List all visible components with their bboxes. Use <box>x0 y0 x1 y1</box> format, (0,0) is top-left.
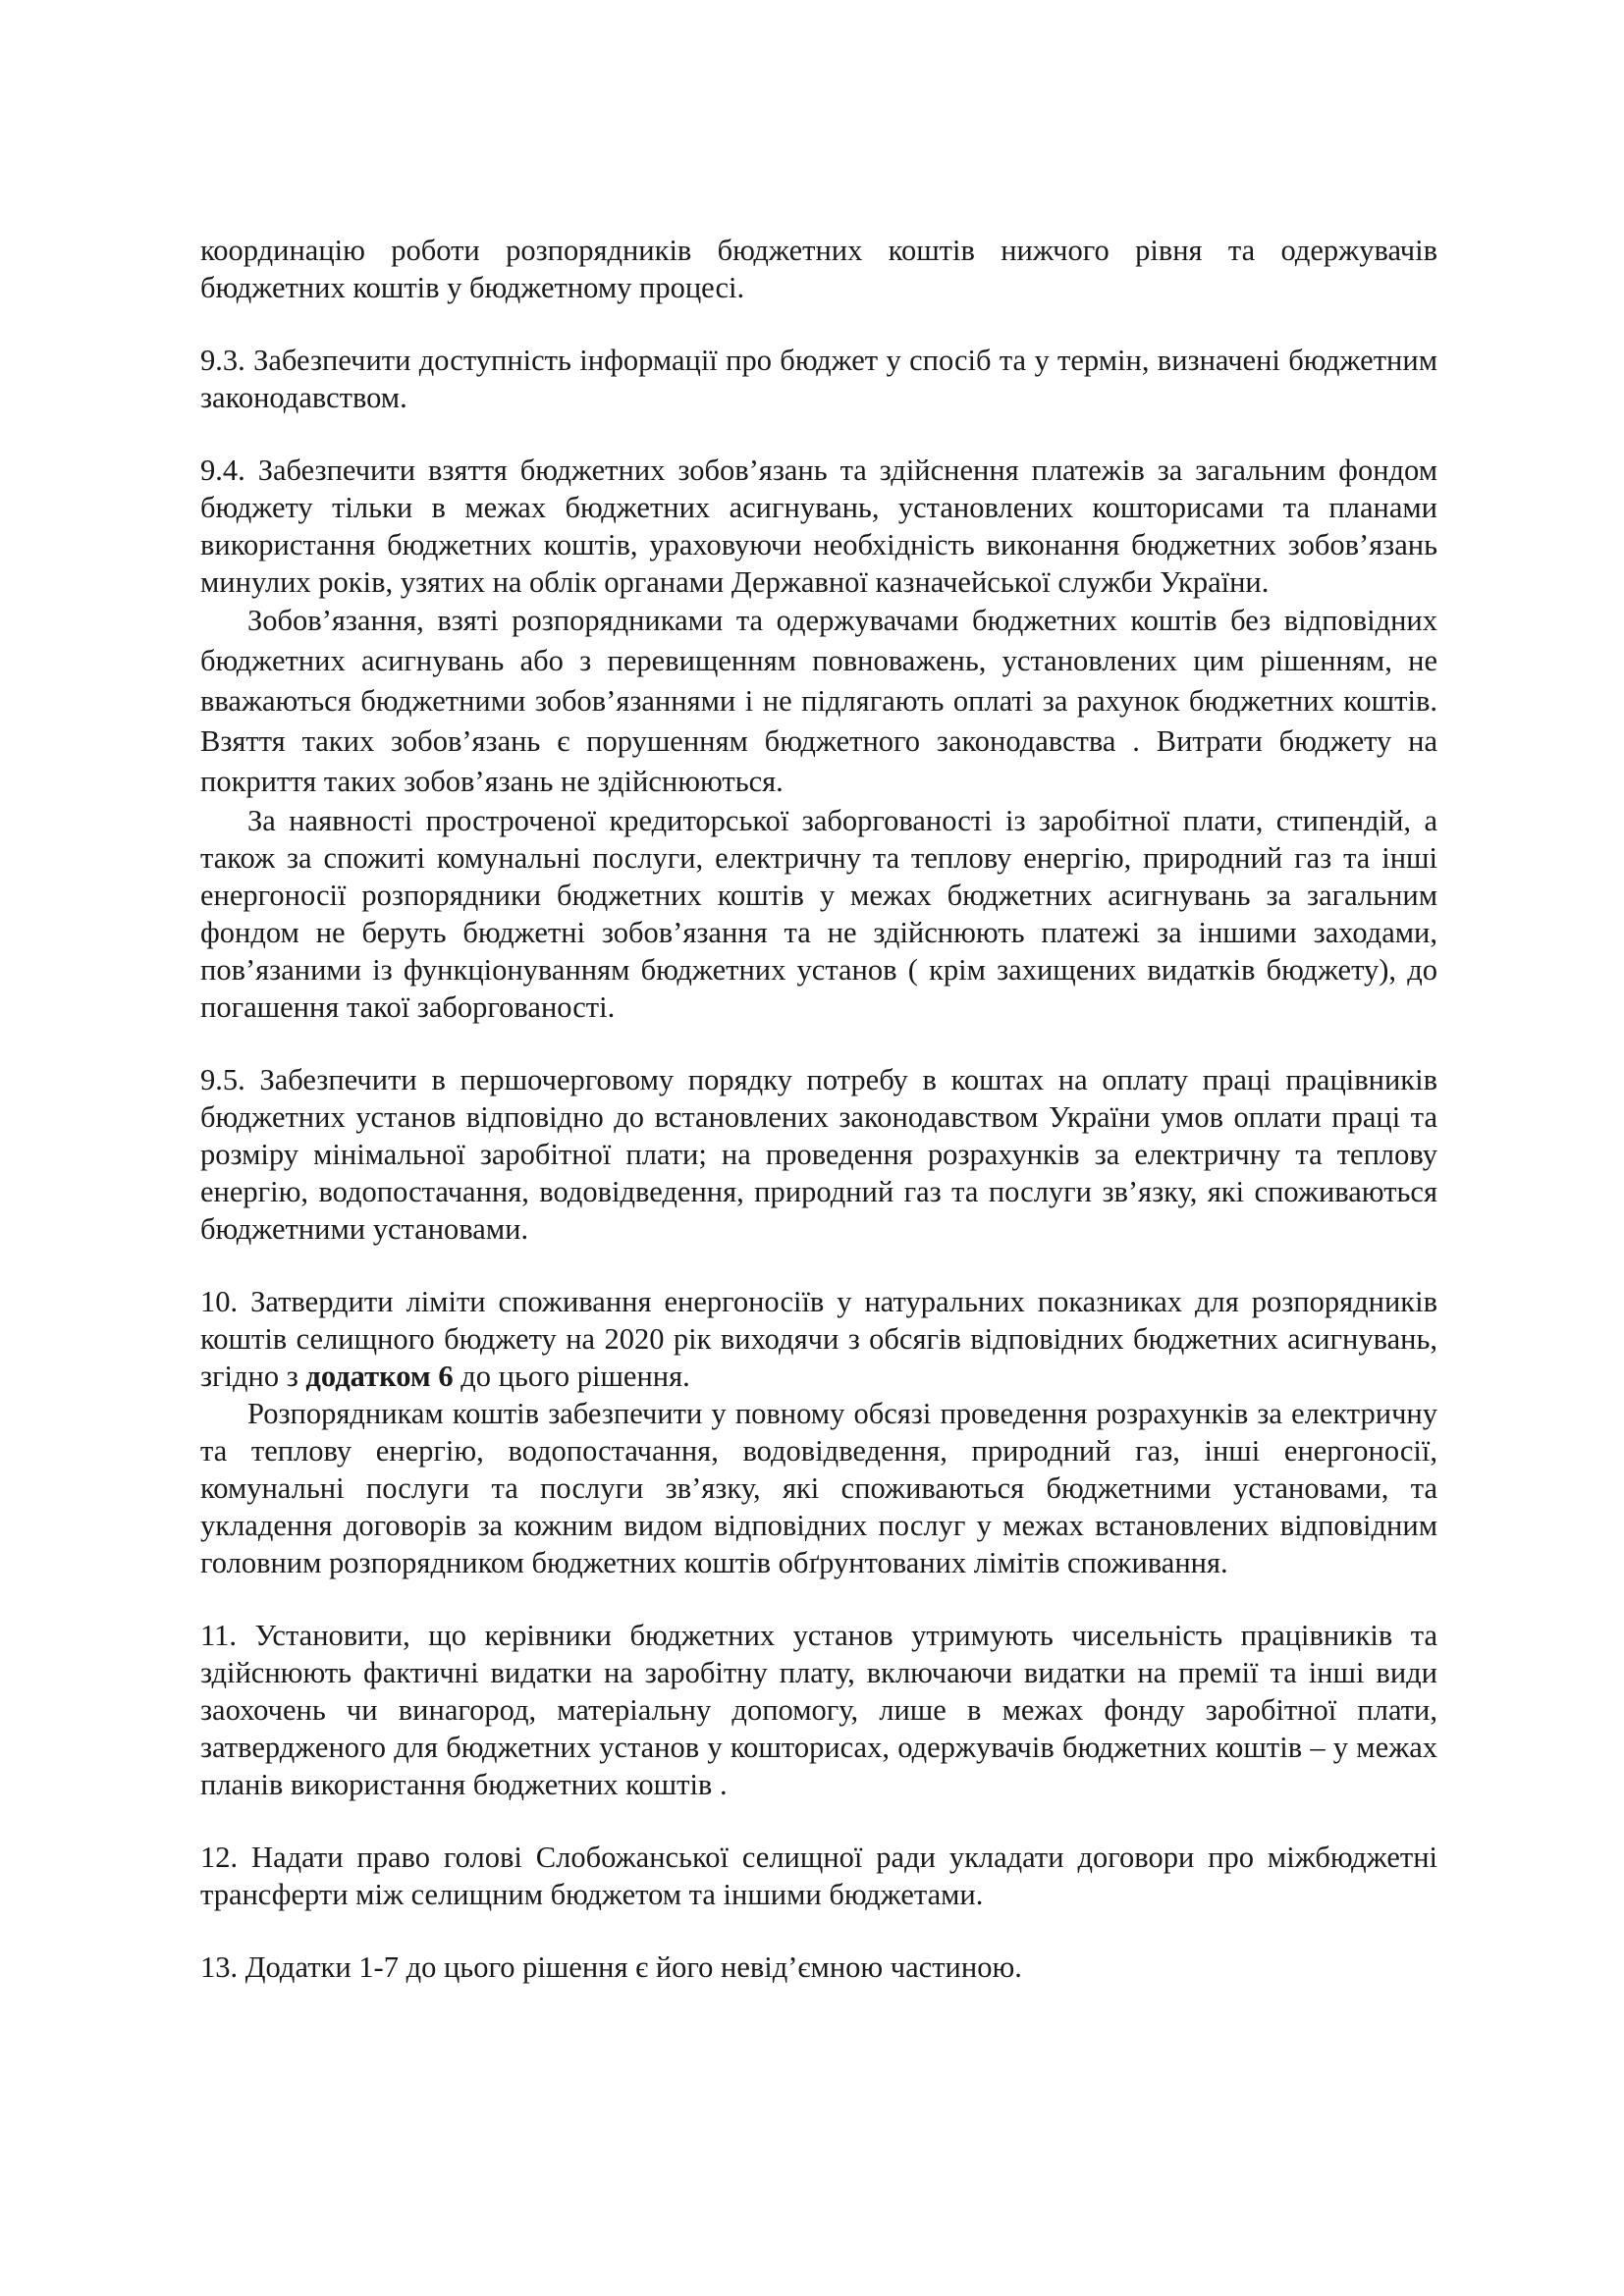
paragraph-9-3: 9.3. Забезпечити доступність інформації про бюджет у спосіб та у термін, визначені бюджетним законодавством. <box>200 344 1437 414</box>
paragraph-9-4-obligations: Зобов’язання, взяті розпорядниками та одержувачами бюджетних коштів без відповідних бюджетних асигнувань або з перевищенням повноважень, установлених цим рішенням, не вважаються бюджетними зобов’язаннями і не підлягають оплаті за рахунок бюджетних коштів. Взяття таких зобов’язань є порушенням бюджетного законодавства . Витрати бюджету на покриття таких зобов’язань не здійснюються. <box>200 604 1437 798</box>
paragraph-10-managers: Розпорядникам коштів забезпечити у повному обсязі проведення розрахунків за електричну та теплову енергію, водопостачання, водовідведення, природний газ, інші енергоносії, комунальні послуги та послуги зв’язку, які споживаються бюджетними установами, та укладення договорів за кожним видом відповідних послуг у межах встановлених відповідним головним розпорядником бюджетних коштів обґрунтованих лімітів споживання. <box>200 1397 1437 1579</box>
clause-11 <box>200 1617 1437 1803</box>
clause-9-4 <box>200 452 1437 1026</box>
appendix-6-reference: додатком 6 <box>305 1360 454 1393</box>
paragraph-9-5: 9.5. Забезпечити в першочерговому порядку потребу в коштах на оплату праці працівників бюджетних установ відповідно до встановлених законодавством України умов оплати праці та розміру мінімальної заробітної плати; на проведення розрахунків за електричну та теплову енергію, водопостачання, водовідведення, природний газ та послуги зв’язку, які споживаються бюджетними установами. <box>200 1063 1437 1246</box>
document-page <box>200 232 1437 2021</box>
paragraph-13: 13. Додатки 1-7 до цього рішення є його невід’ємною частиною. <box>200 1950 1022 1984</box>
continuation-block <box>200 232 1437 306</box>
clause-10 <box>200 1283 1437 1581</box>
paragraph-12: 12. Надати право голові Слобожанської селищної ради укладати договори про міжбюджетні трансферти між селищним бюджетом та іншими бюджетами. <box>200 1841 1437 1911</box>
paragraph-9-4-arrears: За наявності простроченої кредиторської заборгованості із заробітної плати, стипендій, а також за спожиті комунальні послуги, електричну та теплову енергію, природний газ та інші енергоносії розпорядники бюджетних коштів у межах бюджетних асигнувань за загальним фондом не беруть бюджетні зобов’язання та не здійснюють платежі за іншими заходами, пов’язаними із функціонуванням бюджетних установ ( крім захищених видатків бюджету), до погашення такої заборгованості. <box>200 804 1437 1024</box>
paragraph-10-tail: до цього рішення. <box>453 1360 690 1393</box>
paragraph-continuation: координацію роботи розпорядників бюджетних коштів нижчого рівня та одержувачів бюджетних коштів у бюджетному процесі. <box>200 234 1437 304</box>
clause-9-5 <box>200 1061 1437 1248</box>
paragraph-10 <box>200 1283 1437 1395</box>
paragraph-9-4: 9.4. Забезпечити взяття бюджетних зобов’язань та здійснення платежів за загальним фондом бюджету тільки в межах бюджетних асигнувань, установлених кошторисами та планами використання бюджетних коштів, ураховуючи необхідність виконання бюджетних зобов’язань минулих років, узятих на облік органами Державної казначейської служби України. <box>200 454 1437 599</box>
clause-9-3 <box>200 342 1437 416</box>
paragraph-11: 11. Установити, що керівники бюджетних установ утримують чисельність працівників та здійснюють фактичні видатки на заробітну плату, включаючи видатки на премії та інші види заохочень чи винагород, матеріальну допомогу, лише в межах фонду заробітної плати, затвердженого для бюджетних установ у кошторисах, одержувачів бюджетних коштів – у межах планів використання бюджетних коштів . <box>200 1619 1437 1801</box>
paragraph-10-text: 10. Затвердити ліміти споживання енергоносіїв у натуральних показниках для розпорядників коштів селищного бюджету на 2020 рік виходячи з обсягів відповідних бюджетних асигнувань, згідно з <box>200 1285 1437 1393</box>
clause-13 <box>200 1949 1437 1986</box>
clause-12 <box>200 1839 1437 1913</box>
